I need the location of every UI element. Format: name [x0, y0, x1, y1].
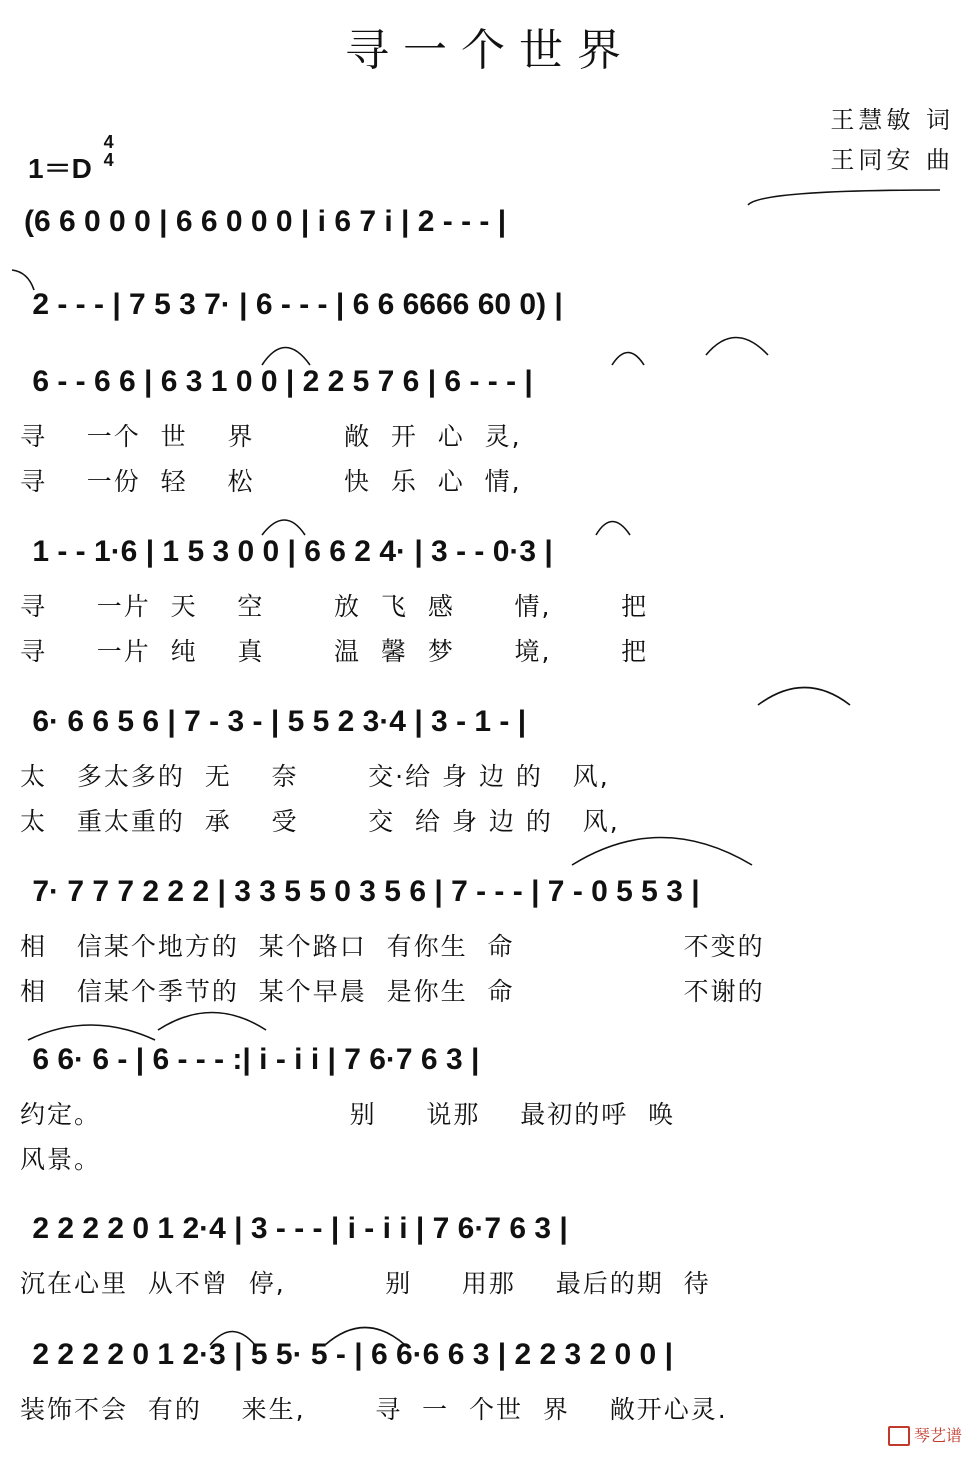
- slur-arc: [612, 353, 644, 366]
- notes-line: 2 - - - | 7 5 3 7· | 6 - - - | 6 6 6666 60 0) |: [24, 288, 563, 321]
- notes-line: 6· 6 6 5 6 | 7 - 3 - | 5 5 2 3·4 | 3 - 1 - |: [24, 705, 527, 738]
- notes-line: (6 6 0 0 0 | 6 6 0 0 0 | i 6 7 i | 2 - - - |: [24, 205, 507, 238]
- logo-icon: [888, 1426, 910, 1446]
- slur-arc: [596, 522, 630, 536]
- notes-line: 6 - - 6 6 | 6 3 1 0 0 | 2 2 5 7 6 | 6 - - - |: [24, 365, 533, 398]
- lyric-verse-2: 寻 一片 纯 真 温 馨 梦 境, 把: [20, 637, 649, 666]
- time-bottom: 4: [103, 150, 114, 170]
- lyric-verse-1: 装饰不会 有的 来生, 寻 一 个世 界 敞开心灵.: [20, 1395, 728, 1424]
- notes-line: 6 6· 6 - | 6 - - - :| i - i i | 7 6·7 6 3 |: [24, 1043, 480, 1076]
- lyric-verse-1: 沉在心里 从不曾 停, 别 用那 最后的期 待: [20, 1269, 711, 1298]
- composer-credit: 王同安 曲: [830, 146, 954, 174]
- notes-line: 7· 7 7 7 2 2 2 | 3 3 5 5 0 3 5 6 | 7 - - - | 7 - 0 5 5 3 |: [24, 875, 700, 908]
- slur-arc: [706, 338, 768, 356]
- notes-line: 2 2 2 2 0 1 2·3 | 5 5· 5 - | 6 6·6 6 3 | 2 2 3 2 0 0 |: [24, 1338, 673, 1371]
- slur-arc: [262, 520, 305, 535]
- slur-arc: [158, 1013, 266, 1031]
- lyric-verse-1: 寻 一个 世 界 敞 开 心 灵,: [20, 422, 522, 451]
- key-signature: [28, 132, 114, 187]
- lyric-verse-1: 相 信某个地方的 某个路口 有你生 命 不变的: [20, 932, 765, 961]
- notes-line: 2 2 2 2 0 1 2·4 | 3 - - - | i - i i | 7 6·7 6 3 |: [24, 1212, 568, 1245]
- time-top: 4: [103, 132, 114, 152]
- lyricist-credit: 王慧敏 词: [830, 106, 954, 134]
- lyric-verse-1: 约定。 别 说那 最初的呼 唤: [20, 1100, 676, 1129]
- lyric-verse-2: 相 信某个季节的 某个早晨 是你生 命 不谢的: [20, 977, 765, 1006]
- slur-arc: [28, 1025, 155, 1040]
- slur-arc: [758, 688, 850, 706]
- lyric-verse-1: 太 多太多的 无 奈 交·给 身 边 的 风,: [20, 762, 610, 791]
- key-label: 1＝D: [28, 153, 92, 184]
- lyric-verse-2: 寻 一份 轻 松 快 乐 心 情,: [20, 467, 522, 496]
- watermark-text: 琴艺谱: [913, 1425, 962, 1445]
- lyric-verse-2: 风景。: [20, 1145, 102, 1174]
- slur-arc: [748, 190, 940, 205]
- notes-line: 1 - - 1·6 | 1 5 3 0 0 | 6 6 2 4· | 3 - - 0·3 |: [24, 535, 553, 568]
- lyric-verse-1: 寻 一片 天 空 放 飞 感 情, 把: [20, 592, 649, 621]
- song-title: 寻一个世界: [345, 25, 635, 76]
- time-signature: [104, 133, 114, 169]
- slur-arc: [262, 348, 310, 366]
- slur-arc: [572, 838, 752, 866]
- slur-arc: [12, 270, 34, 290]
- watermark-logo: [888, 1423, 962, 1447]
- lyric-verse-2: 太 重太重的 承 受 交 给 身 边 的 风,: [20, 807, 620, 836]
